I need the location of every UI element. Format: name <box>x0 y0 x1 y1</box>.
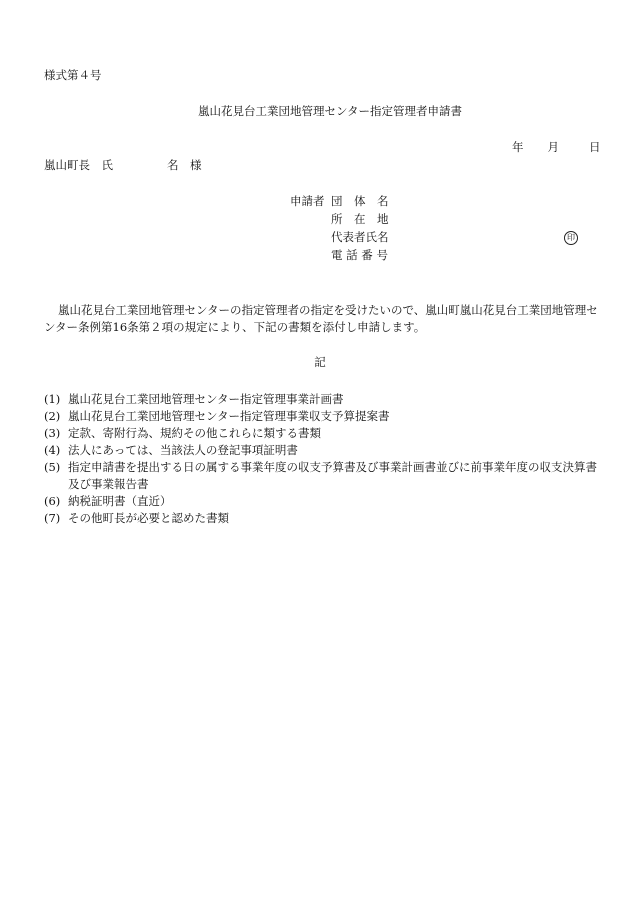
form-number: 様式第４号 <box>44 68 102 82</box>
applicant-address-label: 所 在 地 <box>331 212 389 226</box>
applicant-phone-label: 電 話 番 号 <box>331 248 388 262</box>
item-number: (5) <box>44 460 61 474</box>
item-number: (4) <box>44 443 61 457</box>
addressee-name: 嵐山町長 氏 <box>44 158 113 172</box>
page-title: 嵐山花見台工業団地管理センター指定管理者申請書 <box>197 104 463 118</box>
item-number: (3) <box>44 426 61 440</box>
list-item <box>44 493 604 510</box>
seal-mark: 印 <box>564 231 578 245</box>
ki-heading: 記 <box>314 355 326 369</box>
list-item <box>44 459 604 493</box>
list-item <box>44 408 604 425</box>
item-text: 嵐山花見台工業団地管理センター指定管理事業計画書 <box>68 392 344 406</box>
item-number: (1) <box>44 392 61 406</box>
item-text: 定款、寄附行為、規約その他これらに類する書類 <box>68 426 321 440</box>
item-number: (2) <box>44 409 61 423</box>
applicant-label: 申請者 <box>290 194 325 208</box>
date-year-label: 年 <box>512 140 524 154</box>
item-text: その他町長が必要と認めた書類 <box>68 511 229 525</box>
date-month-label: 月 <box>547 140 559 154</box>
item-number: (6) <box>44 494 61 508</box>
list-item <box>44 510 604 527</box>
addressee <box>44 158 202 172</box>
list-item <box>44 425 604 442</box>
addressee-suffix: 名 様 <box>167 158 202 172</box>
list-item <box>44 442 604 459</box>
item-number: (7) <box>44 511 61 525</box>
body-paragraph: 嵐山花見台工業団地管理センターの指定管理者の指定を受けたいので、嵐山町嵐山花見台工業団地管理センター条例第16条第２項の規定により、下記の書類を添付し申請します。 <box>44 303 598 334</box>
list-item <box>44 391 604 408</box>
item-text: 法人にあっては、当該法人の登記事項証明書 <box>68 443 298 457</box>
item-text: 嵐山花見台工業団地管理センター指定管理事業収支予算提案書 <box>68 409 390 423</box>
item-text: 納税証明書（直近） <box>68 494 172 508</box>
applicant-org-name-label: 団 体 名 <box>331 194 389 208</box>
applicant-representative-label: 代表者氏名 <box>331 230 389 244</box>
date-line <box>512 140 601 154</box>
date-day-label: 日 <box>589 140 601 154</box>
item-text: 指定申請書を提出する日の属する事業年度の収支予算書及び事業計画書並びに前事業年度の収支決算書及び事業報告書 <box>68 460 597 491</box>
attachment-list <box>44 391 604 527</box>
